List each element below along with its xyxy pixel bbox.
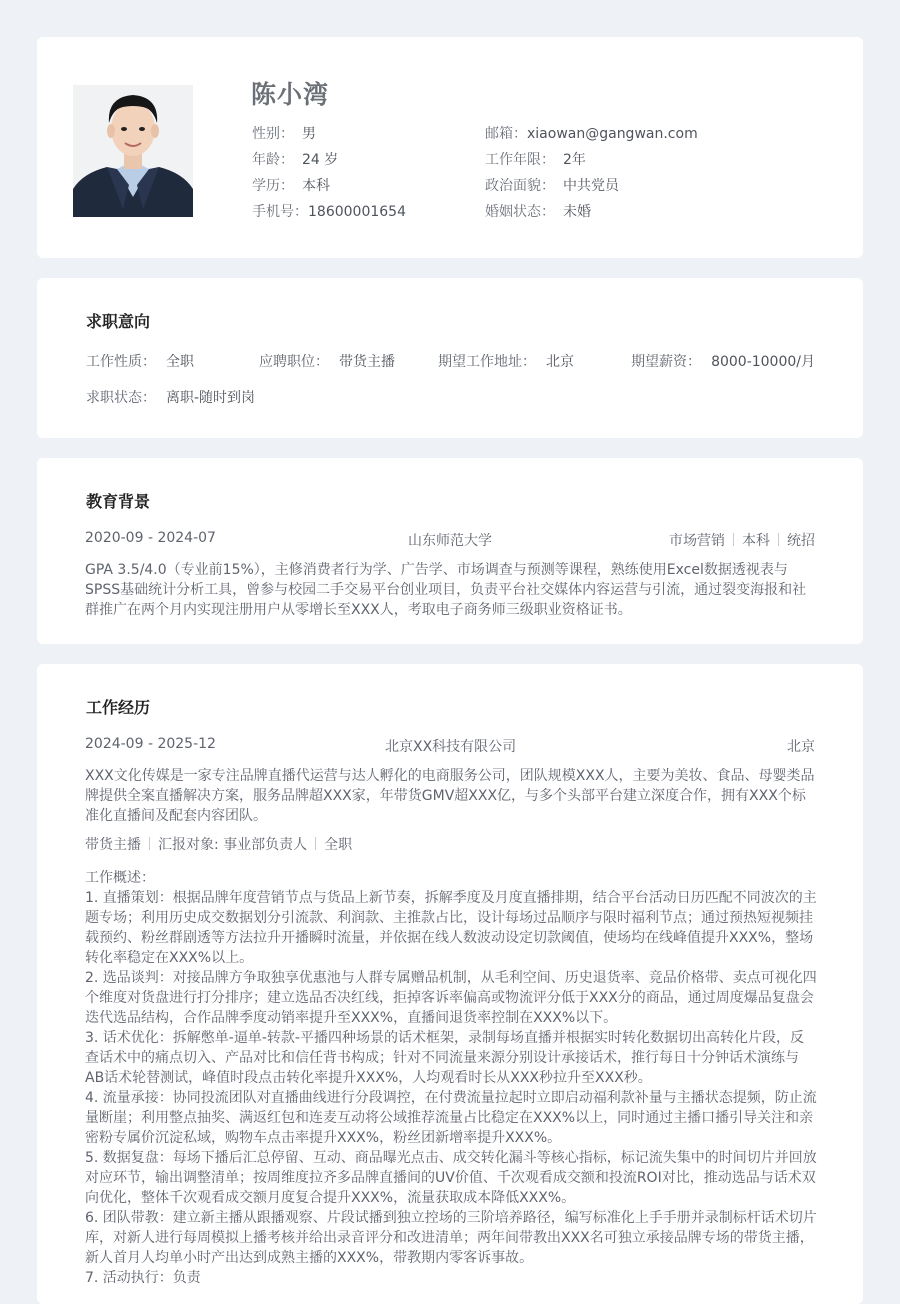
job-status-value: 离职-随时到岗 — [166, 390, 256, 406]
politics-value: 中共党员 — [563, 178, 619, 194]
marital-label: 婚姻状态： — [485, 204, 555, 220]
job-intent-card — [37, 278, 863, 438]
divider — [778, 533, 779, 546]
email-row — [485, 123, 698, 143]
job-type-field — [86, 351, 194, 371]
gender-value: 男 — [302, 126, 316, 142]
intent-section-title: 求职意向 — [86, 312, 151, 331]
salary-value: 8000-10000/月 — [711, 354, 815, 370]
divider — [315, 837, 316, 850]
report-to-tag: 汇报对象: 事业部负责人 — [158, 837, 308, 853]
divider — [149, 837, 150, 850]
education-description: GPA 3.5/4.0（专业前15%），主修消费者行为学、广告学、市场调查与预测等课程，熟练使用Excel数据透视表与SPSS基础统计分析工具，曾参与校园二手交易平台创业项目，负责平台社交媒体内容运营与引流，通过裂变海报和社群推广在两个月内实现注册用户从零增长至XXX人，考取电子商务师三级职业资格证书。 — [85, 562, 807, 618]
work-city: 北京 — [787, 739, 815, 755]
overview-item: 3. 话术优化：拆解憋单-逼单-转款-平播四种场景的话术框架，录制每场直播并根据实时转化数据切出高转化片段，反查话术中的痛点切入、产品对比和信任背书构成；针对不同流量来源分别设计承接话术，推行每日十分钟话术演练与AB话术轮替测试，峰值时段点击转化率提升XXX%，人均观看时长从XXX秒拉升至XXX秒。 — [85, 1030, 804, 1086]
location-field — [438, 351, 574, 371]
work-type-tag: 全职 — [324, 837, 353, 853]
phone-value: 18600001654 — [308, 204, 406, 220]
years-row — [485, 149, 586, 169]
salary-label: 期望薪资： — [631, 354, 702, 370]
age-value: 24 岁 — [302, 152, 339, 168]
education-card — [37, 458, 863, 644]
years-label: 工作年限： — [485, 152, 555, 168]
job-status-label: 求职状态： — [86, 390, 156, 406]
job-status-field — [86, 387, 255, 407]
work-experience-card — [37, 664, 863, 1304]
job-type-value: 全职 — [166, 354, 194, 370]
overview-item: 7. 活动执行：负责 — [85, 1270, 201, 1286]
job-type-label: 工作性质： — [86, 354, 156, 370]
avatar-photo — [73, 85, 193, 217]
role-tag: 带货主播 — [85, 837, 141, 853]
education-row — [252, 175, 330, 195]
politics-label: 政治面貌： — [485, 178, 555, 194]
phone-label: 手机号： — [252, 204, 308, 220]
email-value: xiaowan@gangwan.com — [527, 126, 698, 142]
marital-row — [485, 201, 591, 221]
work-section-title: 工作经历 — [86, 698, 151, 717]
education-period: 2020-09 - 2024-07 — [85, 530, 216, 546]
phone-row — [252, 201, 406, 221]
school-name: 山东师范大学 — [408, 533, 492, 549]
overview-label: 工作概述： — [85, 870, 155, 886]
overview-item: 6. 团队带教：建立新主播从跟播观察、片段试播到独立控场的三阶培养路径，编写标准化上手手册并录制标杆话术切片库，对新人进行每周模拟上播考核并给出录音评分和改进清单；两年间带教出XXX名可独立承接品牌专场的带货主播，新人首月人均单小时产出达到成熟主播的XXX%，带教期内零客诉事故。 — [85, 1210, 817, 1266]
position-value: 带货主播 — [339, 354, 395, 370]
work-tags — [85, 834, 352, 854]
profile-card — [37, 37, 863, 258]
candidate-name: 陈小湾 — [251, 80, 330, 109]
overview-item: 2. 选品谈判：对接品牌方争取独享优惠池与人群专属赠品机制，从毛利空间、历史退货率、竞品价格带、卖点可视化四个维度对货盘进行打分排序；建立选品否决红线，拒掉客诉率偏高或物流评分低于XXX分的商品，通过周度爆品复盘会迭代选品结构，合作品牌季度动销率提升至XXX%，直播间退货率控制在XXX%以下。 — [85, 970, 817, 1026]
overview-item: 1. 直播策划：根据品牌年度营销节点与货品上新节奏，拆解季度及月度直播排期，结合平台活动日历匹配不同波次的主题专场；利用历史成交数据划分引流款、利润款、主推款占比，设计每场过品顺序与限时福利节点；通过预热短视频挂载预约、粉丝群剧透等方法拉升开播瞬时流量，并依据在线人数波动设定切款阈值，使场均在线峰值提升XXX%，整场转化率稳定在XXX%以上。 — [85, 890, 817, 966]
years-value: 2年 — [563, 152, 586, 168]
major-tag: 市场营销 — [669, 533, 725, 549]
overview-item: 4. 流量承接：协同投流团队对直播曲线进行分段调控，在付费流量拉起时立即启动福利款补量与主播状态提频，防止流量断崖；利用整点抽奖、满返红包和连麦互动将公域推荐流量占比稳定在XXX%以上，同时通过主播口播引导关注和亲密粉专属价沉淀私域，购物车点击率提升XXX%，粉丝团新增率提升XXX%。 — [85, 1090, 817, 1146]
education-tags — [669, 530, 815, 550]
overview-item: 5. 数据复盘：每场下播后汇总停留、互动、商品曝光点击、成交转化漏斗等核心指标，标记流失集中的时间切片并回放对应环节，输出调整清单；按周维度拉齐多品牌直播间的UV价值、千次观看成交额和投流ROI对比，推动选品与话术双向优化，整体千次观看成交额月度复合提升XXX%，流量获取成本降低XXX%。 — [85, 1150, 817, 1206]
education-label: 学历： — [252, 178, 294, 194]
age-label: 年龄： — [252, 152, 294, 168]
age-row — [252, 149, 338, 169]
company-name: 北京XX科技有限公司 — [385, 739, 517, 755]
enroll-tag: 统招 — [787, 533, 815, 549]
position-label: 应聘职位： — [259, 354, 329, 370]
divider — [733, 533, 734, 546]
education-section-title: 教育背景 — [86, 492, 151, 511]
location-label: 期望工作地址： — [438, 354, 536, 370]
gender-label: 性别： — [252, 126, 294, 142]
location-value: 北京 — [546, 354, 574, 370]
degree-tag: 本科 — [742, 533, 770, 549]
position-field — [259, 351, 395, 371]
email-label: 邮箱： — [485, 126, 527, 142]
work-period: 2024-09 - 2025-12 — [85, 736, 216, 752]
politics-row — [485, 175, 619, 195]
work-overview — [85, 868, 817, 1288]
salary-field — [631, 351, 815, 371]
marital-value: 未婚 — [563, 204, 591, 220]
company-description: XXX文化传媒是一家专注品牌直播代运营与达人孵化的电商服务公司，团队规模XXX人，主要为美妆、食品、母婴类品牌提供全案直播解决方案，服务品牌超XXX家，年带货GMV超XXX亿，与多个头部平台建立深度合作，拥有XXX个标准化直播间及配套内容团队。 — [85, 768, 815, 824]
gender-row — [252, 123, 316, 143]
education-value: 本科 — [302, 178, 330, 194]
person-portrait-icon — [73, 85, 193, 217]
